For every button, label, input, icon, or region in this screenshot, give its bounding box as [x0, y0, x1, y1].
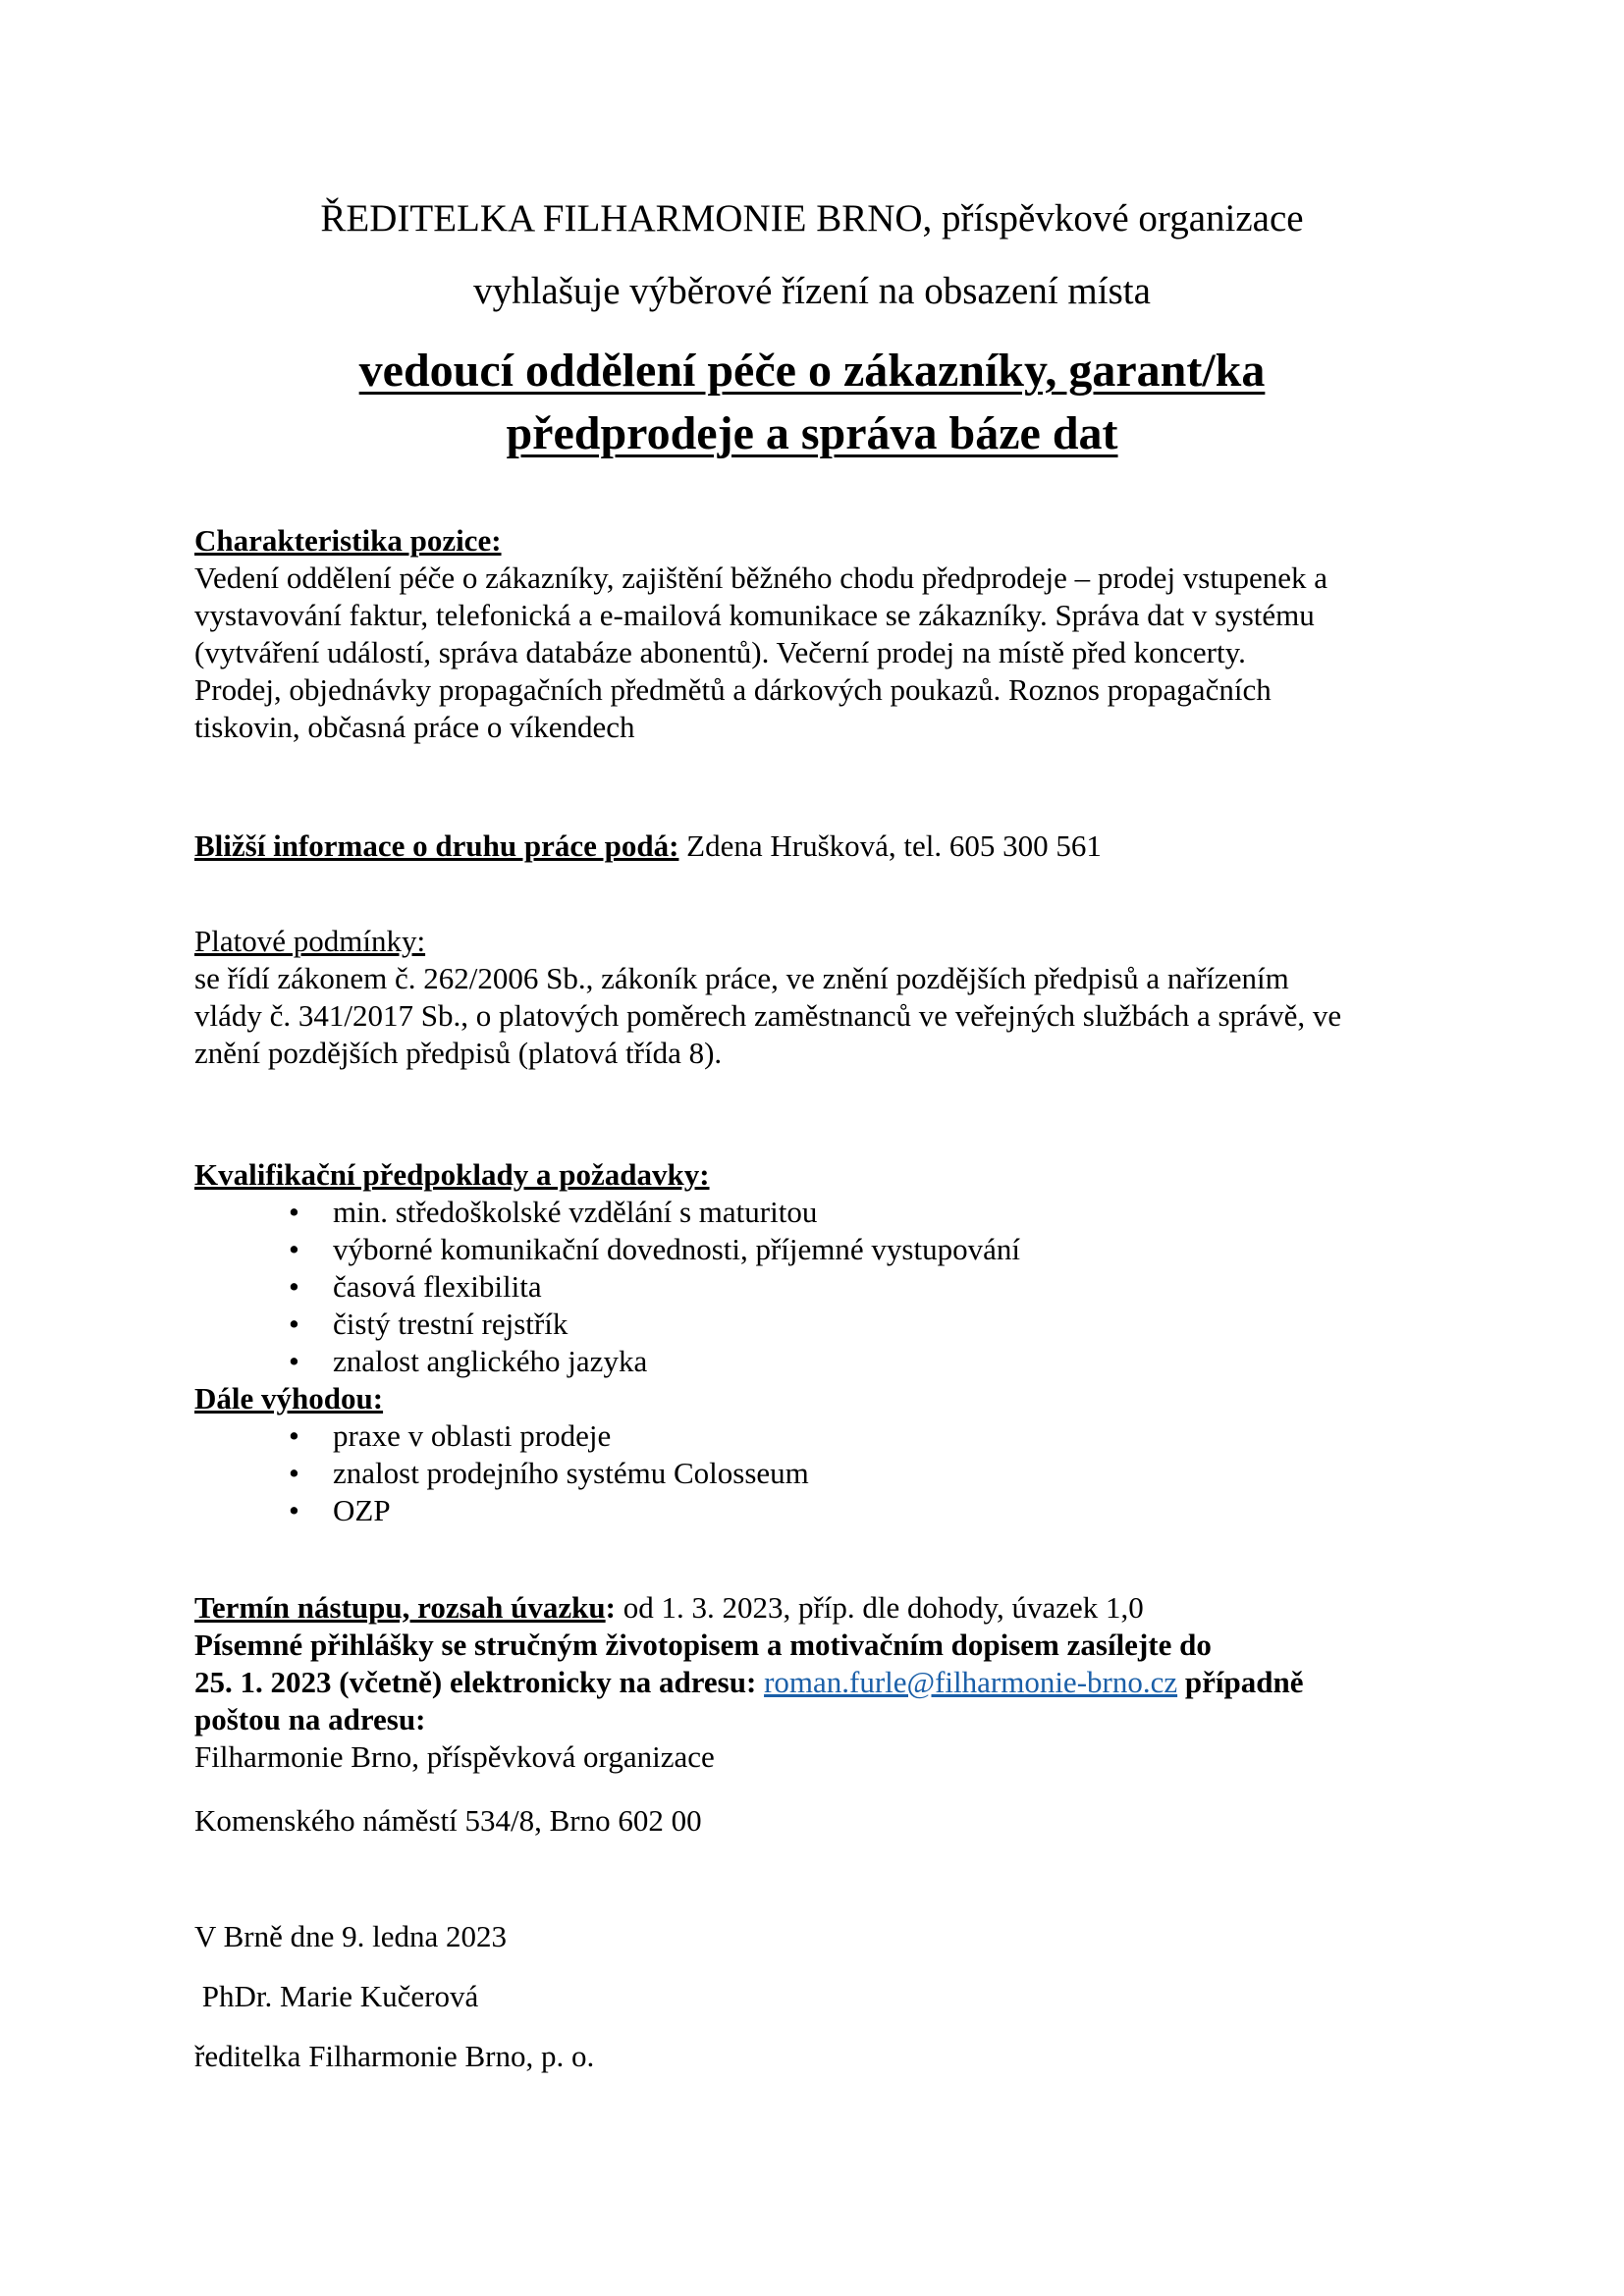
- salary-label: Platové podmínky:: [194, 924, 426, 958]
- contact-value: Zdena Hrušková, tel. 605 300 561: [678, 828, 1102, 863]
- bullet-icon: •: [289, 1344, 299, 1378]
- announcement-subheading: vyhlašuje výběrové řízení na obsazení místa: [473, 270, 1151, 312]
- qualifications-label: Kvalifikační předpoklady a požadavky:: [194, 1157, 710, 1192]
- signature-date: V Brně dne 9. ledna 2023: [194, 1919, 507, 1953]
- signature-name: PhDr. Marie Kučerová: [194, 1979, 479, 2013]
- contact-info: [194, 828, 1102, 865]
- characteristics-line: Vedení oddělení péče o zákazníky, zajištění běžného chodu předprodeje – prodej vstupenek a: [194, 561, 1328, 595]
- characteristics-line: (vytváření událostí, správa databáze abonentů). Večerní prodej na místě před koncerty.: [194, 635, 1246, 669]
- issuer-heading: ŘEDITELKA FILHARMONIE BRNO, příspěvkové organizace: [320, 197, 1304, 240]
- characteristics-line: vystavování faktur, telefonická a e-mailová komunikace se zákazníky. Správa dat v systému: [194, 598, 1315, 632]
- salary-line: se řídí zákonem č. 262/2006 Sb., zákoník práce, ve znění pozdějších předpisů a nařízením: [194, 961, 1289, 995]
- bullet-icon: •: [289, 1493, 299, 1527]
- bullet-icon: •: [289, 1418, 299, 1453]
- start-label: Termín nástupu, rozsah úvazku: [194, 1590, 606, 1625]
- bullet-icon: •: [289, 1232, 299, 1266]
- salary-line: znění pozdějších předpisů (platová třída 8).: [194, 1036, 723, 1070]
- bullet-icon: •: [289, 1307, 299, 1341]
- application-line2: 25. 1. 2023 (včetně) elektronicky na adresu: roman.furle@filharmonie-brno.cz případně: [194, 1665, 1304, 1699]
- bullet-icon: •: [289, 1195, 299, 1229]
- characteristics-line: tiskovin, občasná práce o víkendech: [194, 710, 635, 744]
- application-section: [194, 1589, 1303, 1776]
- salary-section: [194, 923, 1341, 1072]
- advantages-label: Dále výhodou:: [194, 1381, 384, 1415]
- position-title-line1: vedoucí oddělení péče o zákazníky, garant/ka: [358, 345, 1266, 397]
- application-line3: poštou na adresu:: [194, 1702, 426, 1736]
- bullet-icon: •: [289, 1456, 299, 1490]
- qualifications-section: Kvalifikační předpoklady a požadavky: • min. středoškolské vzdělání s maturitou • výborné komunikační dovednosti, příjemné vystupování • časová flexibilita • čistý trestní rejstřík • znalost anglického jazyka Dále výhodou: • praxe v oblasti prodeje • znalost prodejního systému Colosseum • OZP: [194, 1157, 1020, 1527]
- characteristics-section: [194, 522, 1327, 746]
- position-title-line2: předprodeje a správa báze dat: [506, 407, 1118, 459]
- bullet-icon: •: [289, 1269, 299, 1304]
- contact-label: Bližší informace o druhu práce podá:: [194, 828, 679, 863]
- characteristics-line: Prodej, objednávky propagačních předmětů a dárkových poukazů. Roznos propagačních: [194, 672, 1272, 707]
- address-line1: Filharmonie Brno, příspěvková organizace: [194, 1739, 715, 1774]
- address-line2: Komenského náměstí 534/8, Brno 602 00: [194, 1803, 702, 1838]
- email-link[interactable]: roman.furle@filharmonie-brno.cz: [764, 1665, 1178, 1699]
- application-line1: Písemné přihlášky se stručným životopisem a motivačním dopisem zasílejte do: [194, 1628, 1212, 1662]
- start-value: od 1. 3. 2023, příp. dle dohody, úvazek 1,0: [615, 1590, 1144, 1625]
- start-info: Termín nástupu, rozsah úvazku: od 1. 3. 2023, příp. dle dohody, úvazek 1,0: [194, 1590, 1144, 1625]
- characteristics-label: Charakteristika pozice:: [194, 523, 502, 558]
- salary-line: vlády č. 341/2017 Sb., o platových poměrech zaměstnanců ve veřejných službách a správě, ve: [194, 998, 1342, 1033]
- signature-role: ředitelka Filharmonie Brno, p. o.: [194, 2039, 595, 2073]
